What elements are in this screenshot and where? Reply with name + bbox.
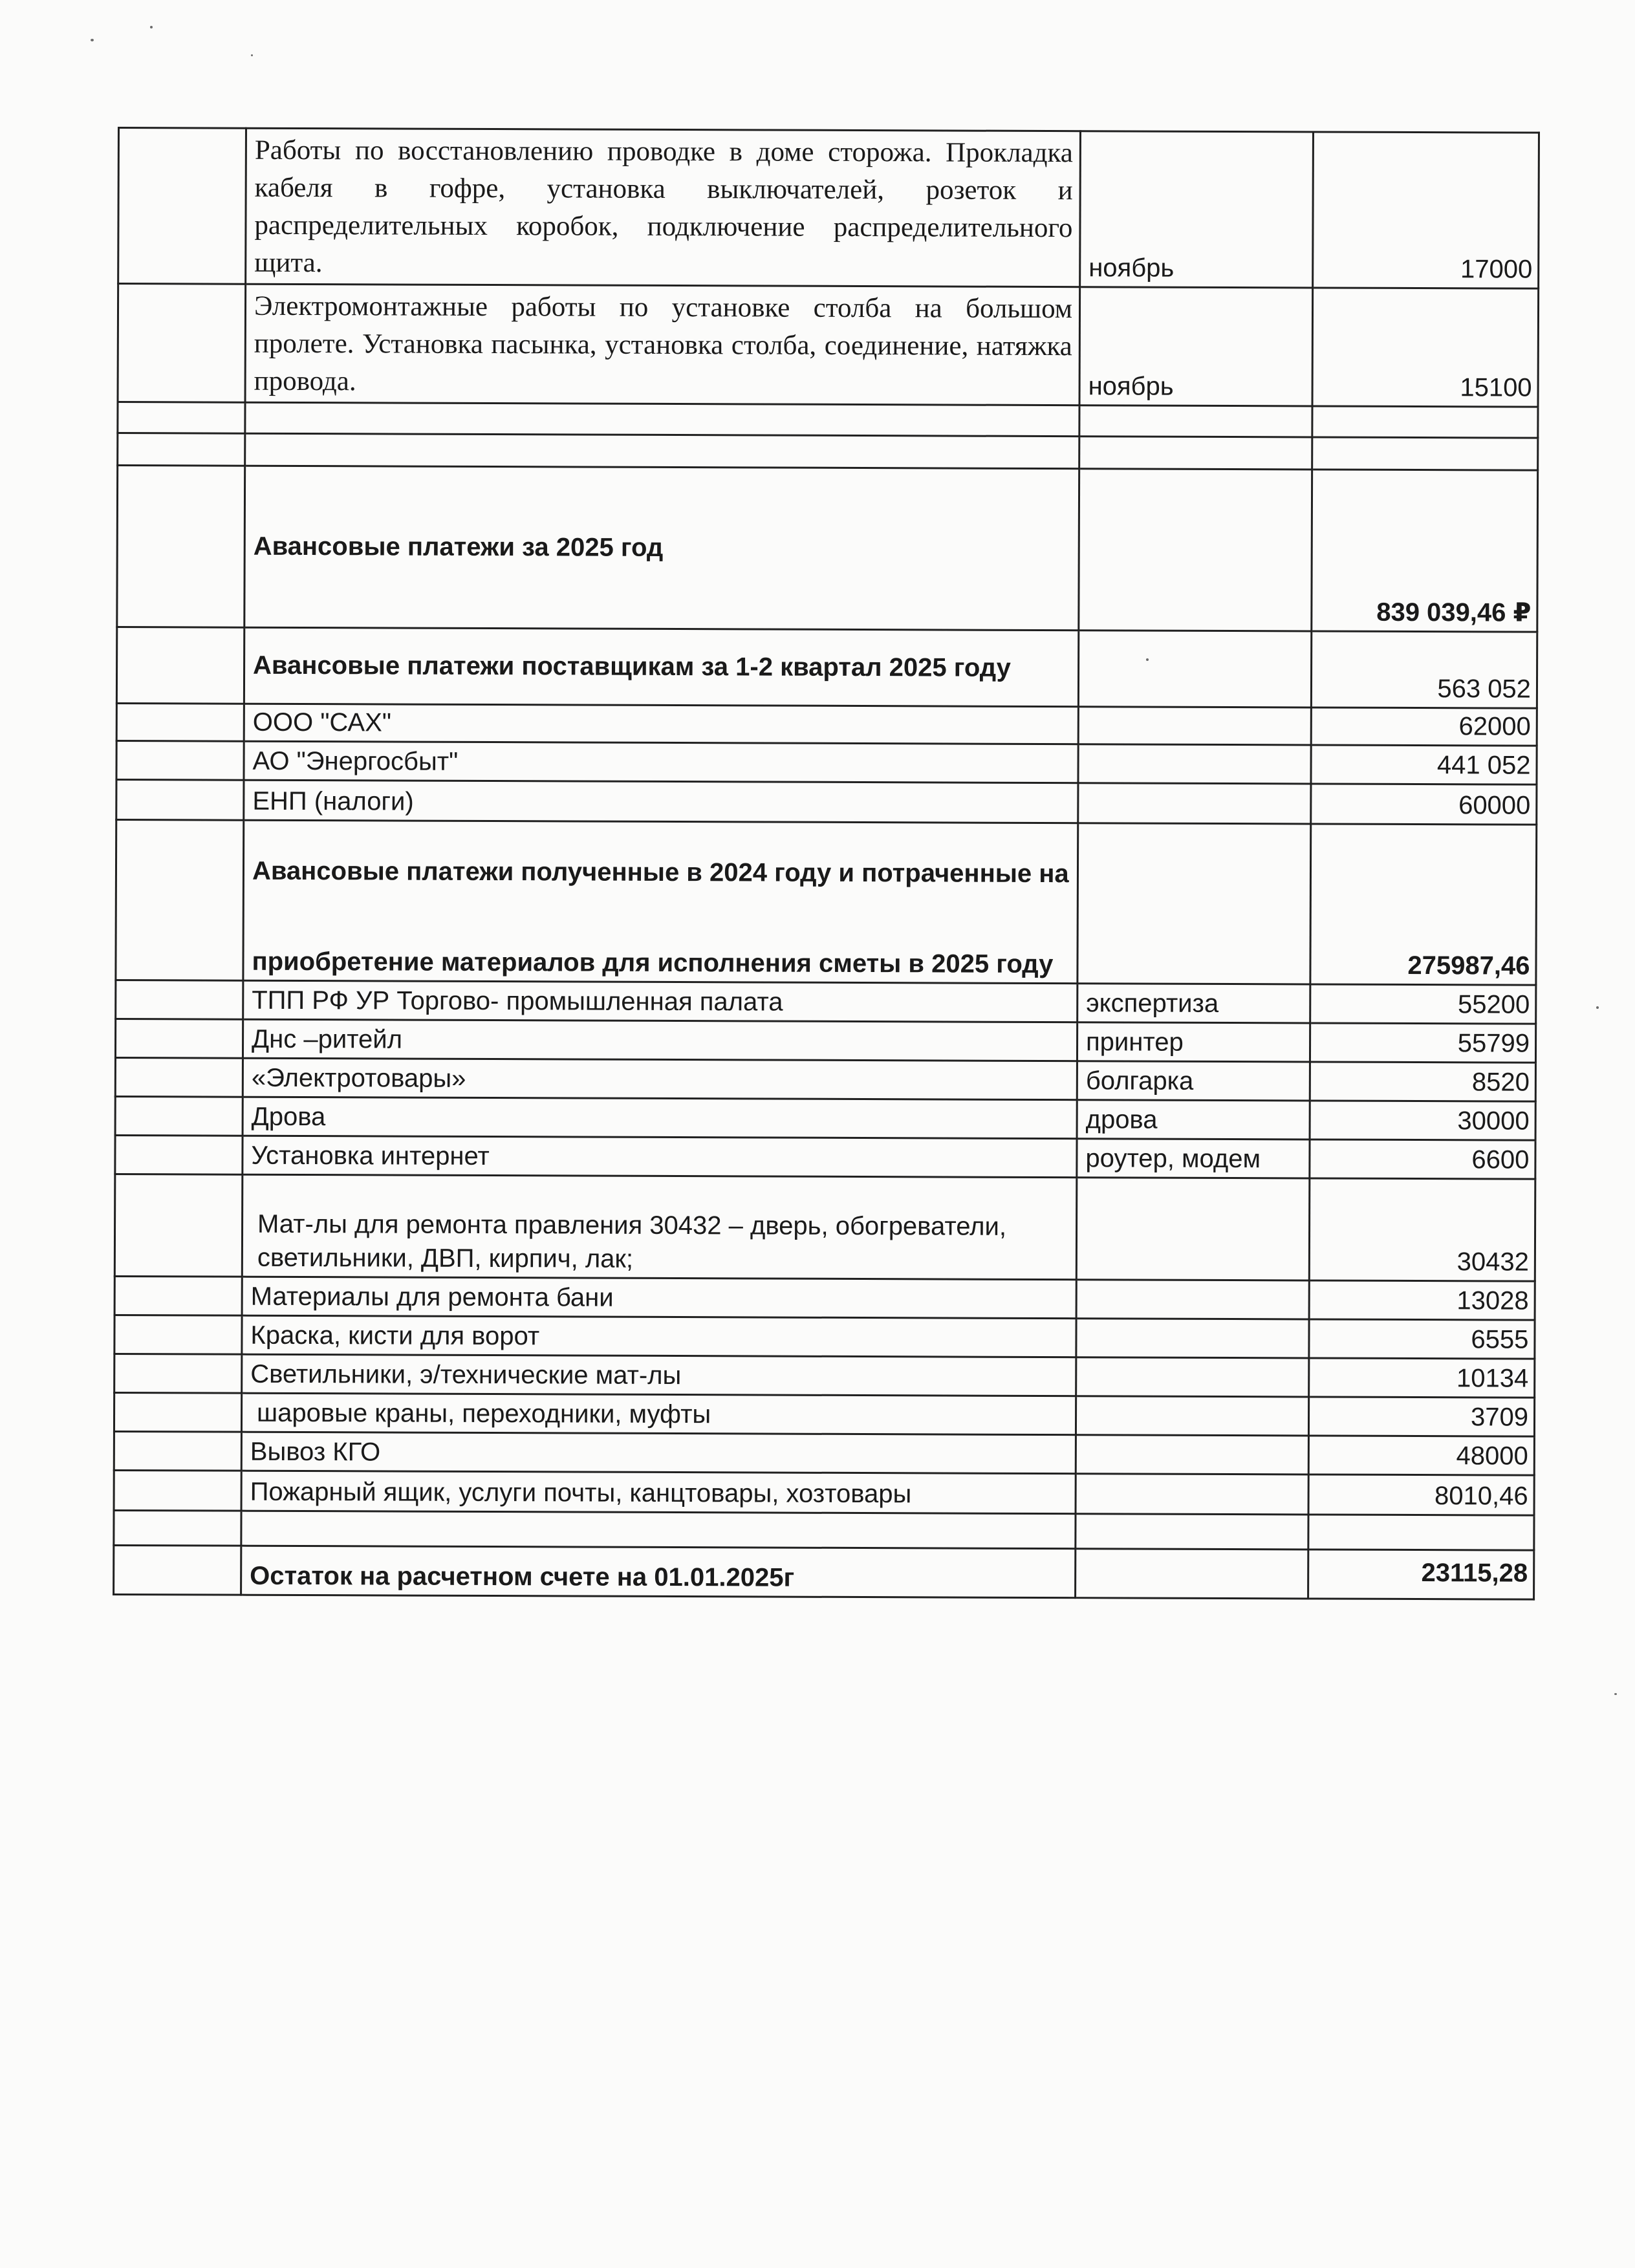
table-row — [116, 779, 1537, 825]
amount-cell: 30000 — [1310, 1101, 1535, 1140]
description-cell — [245, 433, 1079, 469]
supplier-cell: АО "Энергосбыт" — [244, 741, 1078, 783]
row-index-cell — [117, 466, 245, 628]
note-cell — [1076, 1280, 1309, 1319]
note-cell — [1076, 1474, 1308, 1515]
row-index-cell — [114, 1545, 241, 1595]
item-cell: «Электротовары» — [243, 1058, 1077, 1100]
item-cell: ТПП РФ УР Торгово- промышленная палата — [243, 980, 1077, 1022]
note-cell: болгарка — [1077, 1061, 1310, 1101]
note-cell — [1078, 707, 1311, 745]
row-index-cell — [118, 284, 246, 403]
expense-table — [113, 127, 1540, 1601]
note-cell: дрова — [1077, 1100, 1310, 1139]
note-cell: экспертиза — [1077, 984, 1310, 1023]
table-row-empty — [118, 433, 1538, 471]
table-row — [115, 1019, 1535, 1063]
work-description-cell: Электромонтажные работы по установке столба на большом пролете. Установка пасынка, установка столба, соединение, натяжка провода. — [245, 284, 1080, 405]
amount-cell: 60000 — [1311, 784, 1537, 825]
note-cell — [1079, 469, 1312, 631]
row-index-cell — [118, 128, 246, 285]
amount-cell: 3709 — [1308, 1397, 1534, 1436]
amount-cell: 441 052 — [1311, 745, 1537, 784]
note-cell — [1076, 1396, 1308, 1436]
amount-cell: 8010,46 — [1308, 1474, 1534, 1515]
item-cell: Установка интернет — [243, 1136, 1077, 1178]
amount-cell: 6555 — [1309, 1319, 1535, 1359]
table-row — [114, 1315, 1535, 1359]
month-cell: ноябрь — [1080, 131, 1314, 288]
amount-cell: 55200 — [1310, 984, 1536, 1024]
amount-cell — [1312, 437, 1538, 470]
table-row-section-total — [117, 466, 1538, 632]
amount-cell: 10134 — [1309, 1358, 1535, 1398]
row-index-cell — [116, 627, 244, 704]
table-row — [114, 1431, 1534, 1475]
table-row-subsection — [116, 627, 1537, 709]
item-cell: Материалы для ремонта бани — [242, 1277, 1076, 1319]
item-cell: Пожарный ящик, услуги почты, канцтовары, хозтовары — [241, 1471, 1076, 1514]
note-cell — [1078, 783, 1311, 824]
note-cell — [1076, 1178, 1310, 1280]
amount-cell: 17000 — [1313, 132, 1539, 288]
table-row — [116, 703, 1537, 746]
supplier-cell: ЕНП (налоги) — [244, 780, 1078, 823]
document-page — [113, 127, 1538, 1592]
work-description-cell: Работы по восстановлению проводке в доме сторожа. Прокладка кабеля в гофре, установка выключателей, розеток и распределительных коробок, подключение распределительного щита. — [246, 128, 1081, 287]
scan-speck — [251, 54, 253, 56]
month-cell: ноябрь — [1079, 287, 1313, 406]
scan-speck — [1146, 658, 1149, 661]
row-index-cell — [115, 1057, 243, 1097]
subsection-total-cell: 275987,46 — [1310, 824, 1537, 985]
row-index-cell — [114, 1174, 243, 1277]
table-row — [115, 1096, 1535, 1140]
item-cell: шаровые краны, переходники, муфты — [241, 1393, 1076, 1435]
table-row — [114, 1392, 1534, 1436]
item-cell: Мат-лы для ремонта правления 30432 – дверь, обогреватели, светильники, ДВП, кирпич, лак; — [242, 1174, 1077, 1280]
table-row — [114, 1276, 1535, 1320]
row-index-cell — [115, 1096, 243, 1136]
description-cell — [241, 1511, 1076, 1549]
table-row-balance — [114, 1545, 1534, 1599]
item-cell: Днс –ритейл — [243, 1019, 1077, 1061]
note-cell — [1076, 1514, 1308, 1550]
table-row — [118, 284, 1539, 407]
table-row — [115, 1057, 1535, 1101]
row-index-cell — [118, 402, 245, 434]
note-cell — [1076, 1549, 1308, 1599]
scan-speck — [91, 39, 94, 41]
note-cell — [1076, 1319, 1309, 1358]
scan-speck — [150, 26, 153, 28]
table-row-subsection — [116, 819, 1537, 985]
row-index-cell — [114, 1510, 241, 1546]
row-index-cell — [114, 1354, 242, 1393]
item-cell: Вывоз КГО — [241, 1432, 1076, 1474]
note-cell — [1078, 631, 1311, 707]
row-index-cell — [116, 980, 243, 1019]
row-index-cell — [114, 1392, 241, 1432]
amount-cell: 62000 — [1311, 707, 1537, 746]
note-cell — [1076, 1357, 1309, 1397]
note-cell: принтер — [1077, 1022, 1310, 1062]
amount-cell: 6600 — [1310, 1139, 1535, 1179]
amount-cell: 30432 — [1309, 1178, 1535, 1281]
note-cell — [1079, 437, 1312, 470]
row-index-cell — [114, 1315, 242, 1354]
item-cell: Дрова — [243, 1097, 1077, 1139]
note-cell — [1079, 405, 1312, 437]
amount-cell: 55799 — [1310, 1023, 1535, 1063]
row-index-cell — [114, 1431, 241, 1471]
note-cell — [1078, 744, 1311, 784]
row-index-cell — [118, 433, 245, 466]
table-row — [114, 1354, 1535, 1398]
scan-speck — [1596, 1006, 1599, 1009]
amount-cell: 15100 — [1312, 288, 1539, 407]
amount-cell: 48000 — [1308, 1436, 1534, 1475]
note-cell — [1077, 823, 1311, 984]
item-cell: Краска, кисти для ворот — [242, 1315, 1076, 1357]
item-cell: Светильники, э/технические мат-лы — [242, 1354, 1076, 1396]
row-index-cell — [114, 1470, 241, 1511]
amount-cell — [1312, 406, 1538, 438]
row-index-cell — [116, 740, 244, 780]
amount-cell: 563 052 — [1311, 631, 1537, 708]
table-row — [116, 980, 1536, 1024]
row-index-cell — [115, 1135, 243, 1174]
table-row-empty — [114, 1510, 1534, 1550]
note-cell: роутер, модем — [1077, 1139, 1310, 1178]
amount-cell: 13028 — [1309, 1280, 1535, 1320]
table-row-empty — [118, 402, 1538, 438]
description-cell — [245, 402, 1079, 437]
row-index-cell — [116, 819, 244, 980]
amount-cell — [1308, 1515, 1534, 1550]
scan-speck — [1614, 1693, 1617, 1695]
section-title-cell: Авансовые платежи за 2025 год — [244, 466, 1079, 631]
note-cell — [1076, 1435, 1308, 1474]
table-row — [114, 1470, 1534, 1515]
subsection-title-line-2: приобретение материалов для исполнения сметы в 2025 году — [252, 947, 1054, 979]
row-index-cell — [114, 1276, 242, 1315]
supplier-cell: ООО "САХ" — [244, 704, 1078, 744]
row-index-cell — [116, 779, 244, 820]
table-row — [116, 740, 1537, 784]
subsection-title-cell: Авансовые платежи поставщикам за 1-2 квартал 2025 году — [244, 627, 1078, 707]
table-row — [118, 128, 1539, 289]
table-row — [114, 1174, 1535, 1281]
section-total-cell: 839 039,46 ₽ — [1312, 470, 1538, 632]
balance-amount-cell: 23115,28 — [1308, 1550, 1534, 1599]
amount-cell: 8520 — [1310, 1062, 1535, 1101]
row-index-cell — [115, 1019, 243, 1058]
row-index-cell — [116, 703, 244, 741]
table-row — [115, 1135, 1535, 1179]
balance-label-cell: Остаток на расчетном счете на 01.01.2025г — [241, 1546, 1076, 1598]
subsection-title-line-1: Авансовые платежи полученные в 2024 году и потраченные на — [252, 856, 1069, 889]
subsection-title-cell — [243, 820, 1078, 984]
